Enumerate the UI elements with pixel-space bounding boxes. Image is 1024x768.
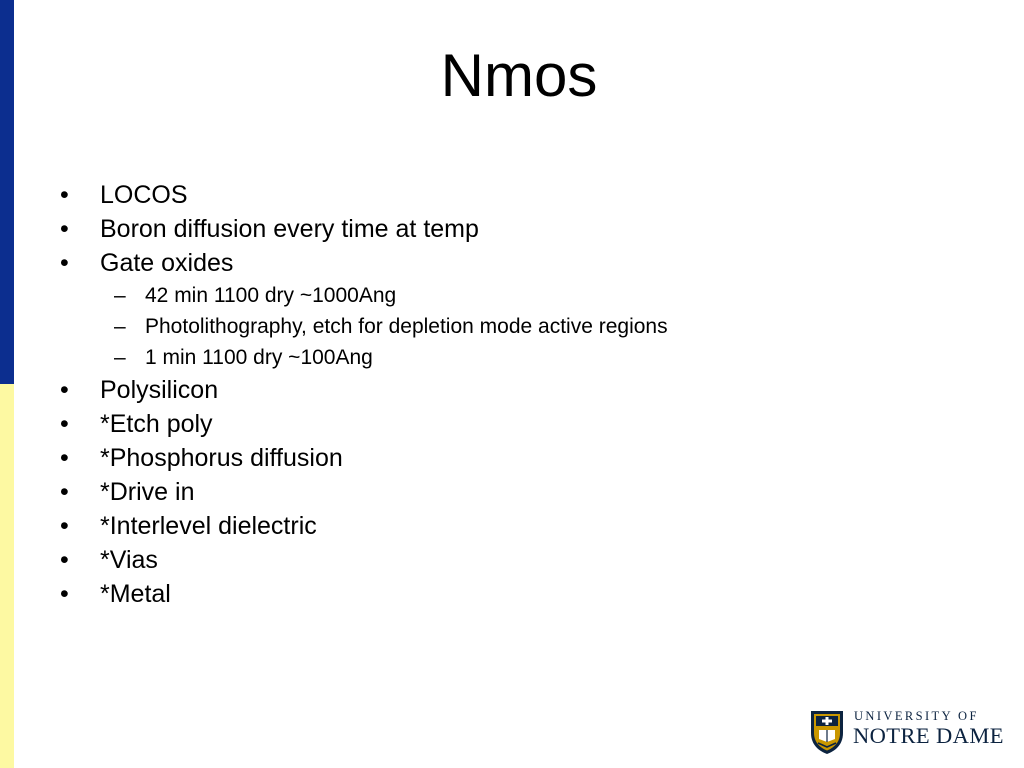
bullet-text: *Drive in [100,478,195,506]
bullet-text: 1 min 1100 dry ~100Ang [145,346,373,369]
bullet-item [56,509,956,543]
dash-marker: – [114,346,126,369]
bullet-marker: • [60,512,69,540]
bullet-text: Gate oxides [100,249,234,277]
bullet-marker: • [60,546,69,574]
university-shield-icon [809,709,845,755]
university-logo [809,707,1004,757]
bullet-item [56,577,956,611]
bullet-item [56,212,956,246]
sidebar-yellow-stripe [0,384,14,768]
bullet-text: *Etch poly [100,410,213,438]
bullet-marker: • [60,410,69,438]
sub-bullet-item [56,342,956,373]
sub-bullet-item [56,311,956,342]
bullet-marker: • [60,444,69,472]
slide-title: Nmos [440,42,598,109]
logo-text-university-of: UNIVERSITY OF [854,709,979,723]
bullet-text: LOCOS [100,181,188,209]
bullet-text: Boron diffusion every time at temp [100,215,479,243]
bullet-text: Photolithography, etch for depletion mode active regions [145,315,668,338]
bullet-marker: • [60,478,69,506]
bullet-item [56,475,956,509]
bullet-item [56,246,956,280]
bullet-item [56,407,956,441]
bullet-text: Polysilicon [100,376,219,404]
bullet-text: *Metal [100,580,171,608]
sub-bullet-item [56,280,956,311]
bullet-marker: • [60,215,69,243]
sidebar-blue-stripe [0,0,14,384]
bullet-text: *Interlevel dielectric [100,512,317,540]
dash-marker: – [114,284,126,307]
bullet-item [56,178,956,212]
bullet-list [56,178,956,611]
bullet-item [56,373,956,407]
bullet-marker: • [60,181,69,209]
bullet-text: *Vias [100,546,158,574]
bullet-text: 42 min 1100 dry ~1000Ang [145,284,397,307]
bullet-item [56,441,956,475]
bullet-marker: • [60,249,69,277]
bullet-text: *Phosphorus diffusion [100,444,343,472]
bullet-item [56,543,956,577]
bullet-marker: • [60,376,69,404]
bullet-marker: • [60,580,69,608]
logo-text-notre-dame: NOTRE DAME [853,723,1004,748]
dash-marker: – [114,315,126,338]
